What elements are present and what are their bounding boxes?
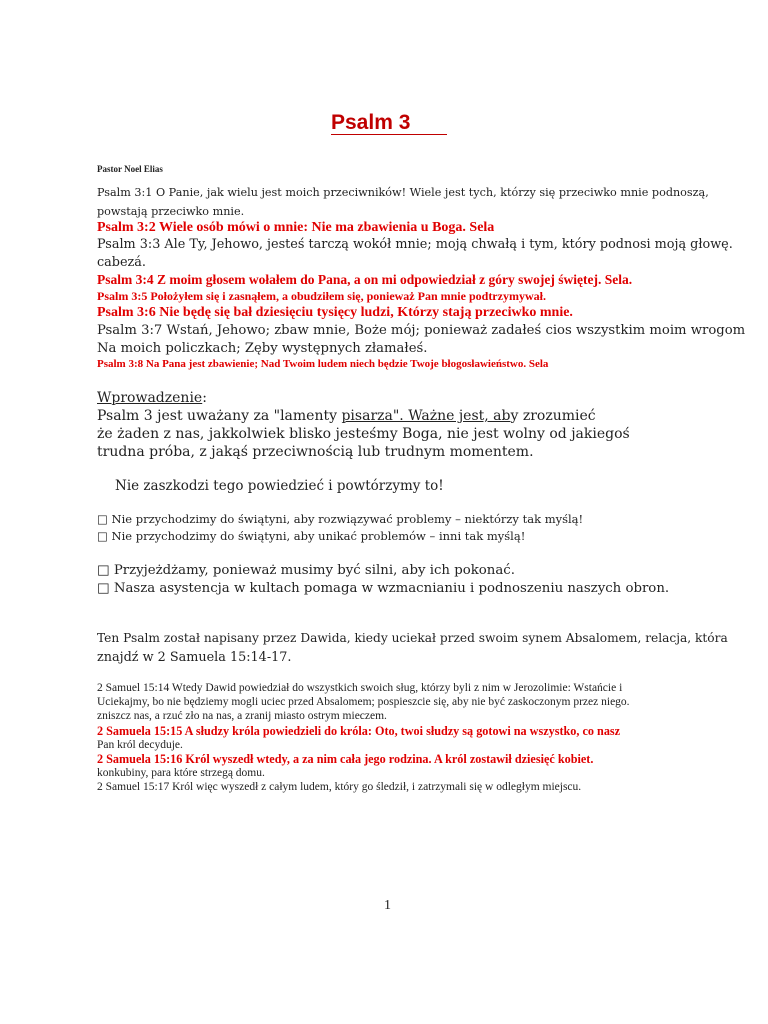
verse-4: Psalm 3:4 Z moim głosem wołałem do Pana, a on mi odpowiedział z góry swojej świętej. Sela.: [97, 272, 633, 287]
verse-1-line-1: Psalm 3:1 O Panie, jak wielu jest moich przeciwników! Wiele jest tych, którzy się przeciwko mnie podnoszą,: [97, 186, 709, 199]
verse-5: Psalm 3:5 Położyłem się i zasnąłem, a obudziłem się, ponieważ Pan mnie podtrzymywał.: [97, 289, 546, 303]
verse-3-line-2: cabezá.: [97, 255, 147, 270]
intro-line-1-underlined: pisarza". Ważne jest, ab: [341, 408, 511, 424]
intro-heading: [97, 390, 207, 406]
intro-repeat: Nie zaszkodzi tego powiedzieć i powtórzymy to!: [115, 478, 444, 494]
intro-line-1: [97, 408, 596, 424]
samuel-14-line-3: zniszcz nas, a rzuć zło na nas, a zranij miasto ostrym mieczem.: [97, 710, 387, 722]
checkbox-icon: □: [97, 563, 110, 578]
samuel-16-line-1: 2 Samuela 15:16 Król wyszedł wtedy, a za nim cała jego rodzina. A król zostawił dziesięć kobiet.: [97, 752, 594, 766]
bullet-2-text: Nie przychodzimy do świątyni, aby unikać problemów – inni tak myślą!: [111, 529, 526, 543]
context-line-2: znajdź w 2 Samuela 15:14-17.: [97, 650, 292, 665]
intro-line-1-end: y zrozumieć: [510, 408, 596, 424]
bullet-3: [97, 563, 515, 578]
checkbox-icon: □: [97, 581, 110, 596]
bullet-1-text: Nie przychodzimy do świątyni, aby rozwiązywać problemy – niektórzy tak myślą!: [111, 512, 584, 526]
intro-line-3: trudna próba, z jakąś przeciwnością lub trudnym momentem.: [97, 444, 534, 460]
verse-7-line-1: Psalm 3:7 Wstań, Jehowo; zbaw mnie, Boże mój; ponieważ zadałeś cios wszystkim moim wrogom: [97, 323, 746, 338]
page-title: Psalm 3: [331, 112, 447, 135]
samuel-16-line-2: konkubiny, para które strzegą domu.: [97, 767, 265, 779]
verse-1-line-2: powstają przeciwko mnie.: [97, 205, 245, 218]
author-line: Pastor Noel Elias: [97, 164, 163, 174]
context-line-1: Ten Psalm został napisany przez Dawida, kiedy uciekał przed swoim synem Absalomem, relacja, która: [97, 631, 728, 645]
checkbox-icon: □: [97, 529, 108, 543]
intro-line-2: że żaden z nas, jakkolwiek blisko jesteśmy Boga, nie jest wolny od jakiegoś: [97, 426, 630, 442]
verse-7-line-2: Na moich policzkach; Zęby występnych złamałeś.: [97, 341, 428, 356]
samuel-15-line-2: Pan król decyduje.: [97, 739, 183, 751]
intro-line-1-start: Psalm 3 jest uważany za "lamenty: [97, 408, 342, 424]
bullet-3-text: Przyjeżdżamy, ponieważ musimy być silni, aby ich pokonać.: [113, 563, 515, 578]
samuel-15-line-1: 2 Samuela 15:15 A słudzy króla powiedzieli do króla: Oto, twoi słudzy są gotowi na wszystko, co nasz: [97, 724, 621, 738]
samuel-14-line-2: Uciekajmy, bo nie będziemy mogli uciec przed Absalomem; pospieszcie się, aby nie być zaskoczonym przez niego.: [97, 696, 630, 708]
checkbox-icon: □: [97, 512, 108, 526]
intro-heading-colon: :: [202, 390, 207, 406]
bullet-4: [97, 581, 669, 596]
bullet-1: [97, 512, 583, 526]
verse-2: Psalm 3:2 Wiele osób mówi o mnie: Nie ma zbawienia u Boga. Sela: [97, 220, 495, 235]
verse-3-line-1: Psalm 3:3 Ale Ty, Jehowo, jesteś tarczą wokół mnie; moją chwałą i tym, który podnosi moją głowę.: [97, 237, 733, 252]
samuel-17: 2 Samuel 15:17 Król więc wyszedł z całym ludem, który go śledził, i zatrzymali się w odległym miejscu.: [97, 781, 582, 793]
bullet-4-text: Nasza asystencja w kultach pomaga w wzmacnianiu i podnoszeniu naszych obron.: [113, 581, 670, 596]
verse-6: Psalm 3:6 Nie będę się bał dziesięciu tysięcy ludzi, Którzy stają przeciwko mnie.: [97, 305, 573, 320]
page-number: 1: [384, 898, 391, 913]
intro-heading-text: Wprowadzenie: [97, 390, 203, 406]
bullet-2: [97, 529, 525, 543]
verse-8: Psalm 3:8 Na Pana jest zbawienie; Nad Twoim ludem niech będzie Twoje błogosławieństwo. Sela: [97, 358, 549, 370]
samuel-14-line-1: 2 Samuel 15:14 Wtedy Dawid powiedział do wszystkich swoich sług, którzy byli z nim w Jerozolimie: Wstańcie i: [97, 682, 623, 694]
